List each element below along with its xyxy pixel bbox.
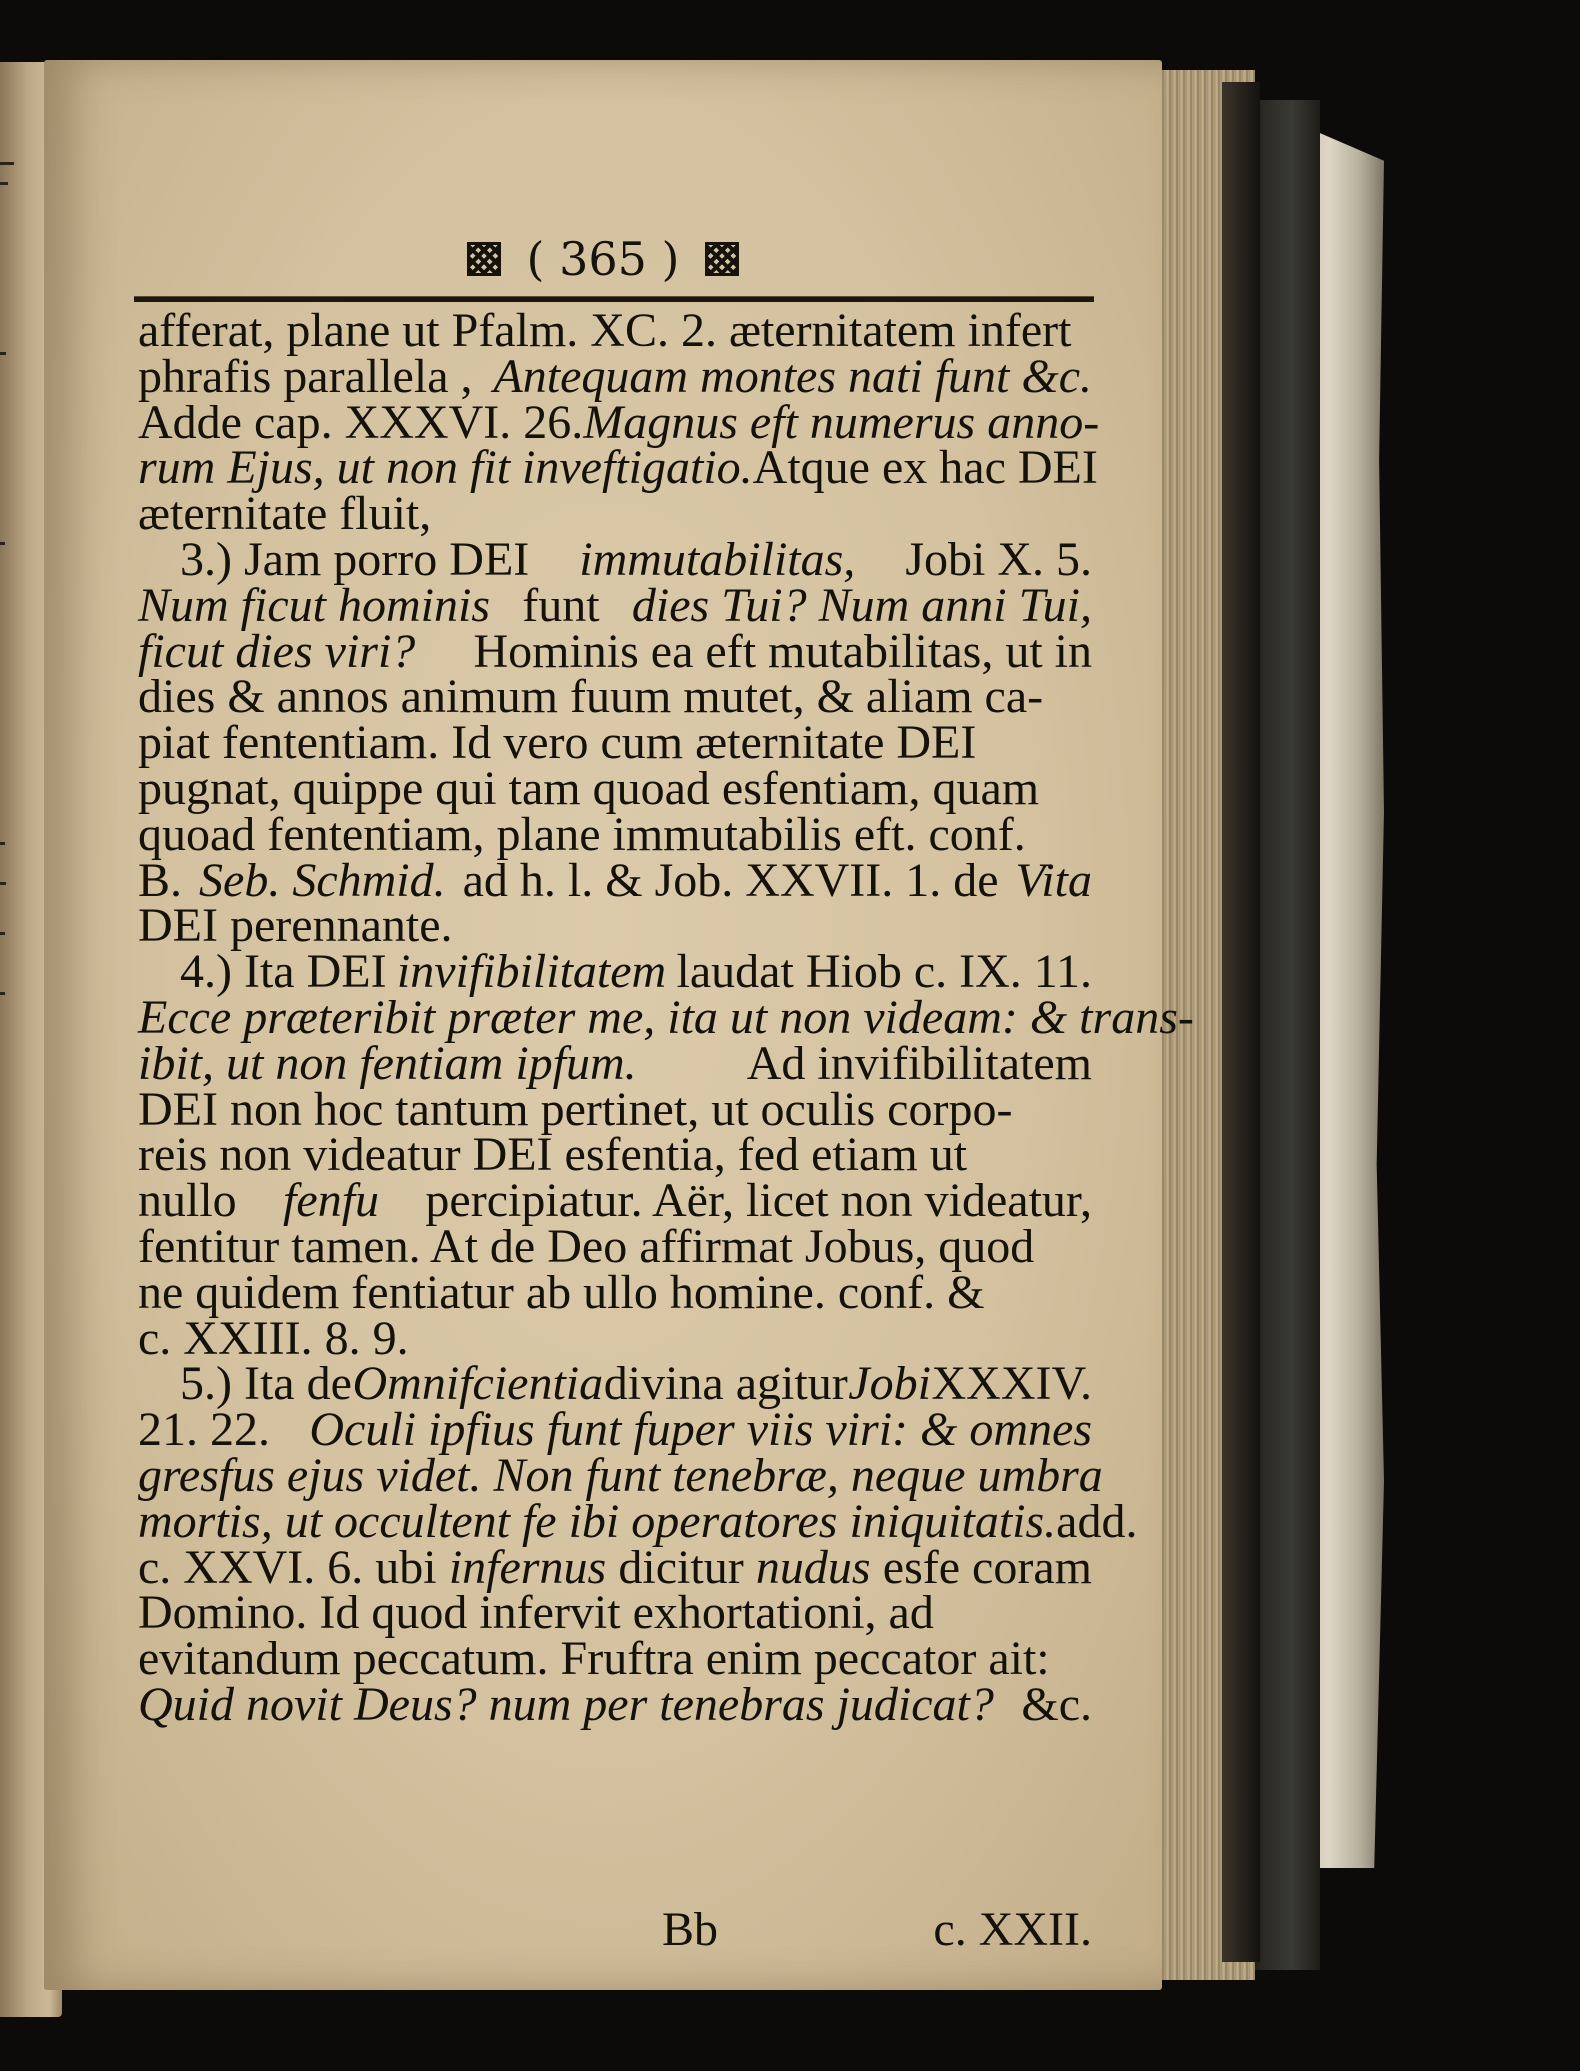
- catchword: c. XXII.: [933, 1903, 1092, 1956]
- italic-text: Magnus eft numerus anno-: [583, 395, 1100, 449]
- text-line: [138, 670, 1092, 724]
- text-line: [138, 349, 1092, 403]
- italic-text: immutabilitas,: [579, 532, 856, 586]
- roman-text: 3.) Jam porro DEI: [180, 532, 530, 586]
- roman-text: laudat Hiob c. IX. 11.: [676, 945, 1092, 999]
- text-line: [138, 990, 1194, 1044]
- italic-text: Ecce præteribit præter me, ita ut non videam: & trans-: [138, 990, 1194, 1044]
- roman-text: add.: [1056, 1494, 1138, 1548]
- ornament-left-icon: [467, 242, 501, 276]
- text-line: [138, 1219, 1092, 1273]
- roman-text: dicitur: [618, 1540, 744, 1594]
- roman-text: quoad fententiam, plane immutabilis eft. conf.: [138, 807, 1026, 861]
- text-line: [138, 578, 1092, 632]
- book-cover-edge: [1250, 100, 1320, 1970]
- roman-text: percipiatur. Aër, licet non videatur,: [425, 1174, 1092, 1228]
- italic-text: ficut dies viri?: [138, 624, 416, 678]
- roman-text: nullo: [138, 1174, 237, 1228]
- running-header: [44, 232, 1162, 292]
- roman-text: evitandum peccatum. Fruftra enim peccator ait:: [138, 1632, 1050, 1686]
- page-block-shadow: [1222, 82, 1260, 1962]
- text-line: [138, 1403, 1092, 1457]
- italic-text: Seb. Schmid.: [199, 853, 446, 907]
- book-page: [44, 60, 1194, 1990]
- italic-text: Omnifcientia: [352, 1357, 604, 1411]
- roman-text: dies & annos animum fuum mutet, & aliam ca-: [138, 670, 1044, 724]
- roman-text: B.: [138, 853, 183, 907]
- text-line: [138, 1265, 1092, 1319]
- roman-text: phrafis parallela ,: [138, 349, 473, 403]
- page-number: ( 365 ): [526, 232, 680, 286]
- text-line: [138, 1082, 1092, 1136]
- italic-text: dies Tui? Num anni Tui,: [631, 578, 1092, 632]
- roman-text: pugnat, quippe qui tam quoad esfentiam, quam: [138, 761, 1040, 815]
- roman-text: reis non videatur DEI esfentia, fed etiam ut: [138, 1128, 968, 1182]
- roman-text: &c.: [1021, 1677, 1092, 1731]
- text-line: [138, 395, 1100, 449]
- text-line: [138, 304, 1092, 357]
- italic-text: invifibilitatem: [396, 945, 667, 999]
- roman-text: afferat, plane ut Pfalm. XC. 2. æternitatem infert: [138, 304, 1072, 357]
- roman-text: Domino. Id quod infervit exhortationi, ad: [138, 1586, 934, 1640]
- italic-text: Antequam montes nati funt &c.: [493, 349, 1092, 403]
- text-line: [138, 899, 1092, 953]
- roman-text: c. XXVI. 6. ubi: [138, 1540, 437, 1594]
- italic-text: rum Ejus, ut non fit inveftigatio.: [138, 441, 753, 495]
- text-line: [138, 945, 1092, 999]
- text-line: [138, 532, 1092, 586]
- text-line: [138, 487, 1092, 541]
- text-line: [138, 807, 1092, 861]
- italic-text: infernus: [448, 1540, 607, 1594]
- roman-text: piat fententiam. Id vero cum æternitate DEI: [138, 716, 977, 770]
- text-line: [138, 1632, 1092, 1686]
- italic-text: Jobi: [848, 1357, 931, 1411]
- roman-text: æternitate fluit,: [138, 487, 432, 541]
- italic-text: ibit, ut non fentiam ipfum.: [138, 1036, 637, 1090]
- roman-text: fentitur tamen. At de Deo affirmat Jobus, quod: [138, 1219, 1035, 1273]
- roman-text: c. XXIII. 8. 9.: [138, 1311, 409, 1365]
- roman-text: 21. 22.: [138, 1403, 270, 1457]
- italic-text: Vita: [1015, 853, 1092, 907]
- roman-text: funt: [522, 578, 600, 632]
- text-line: [138, 1448, 1103, 1502]
- roman-text: Hominis ea eft mutabilitas, ut in: [473, 624, 1092, 678]
- text-line: [138, 441, 1098, 495]
- text-line: [138, 761, 1092, 815]
- roman-text: Ad invifibilitatem: [746, 1036, 1092, 1090]
- roman-text: DEI perennante.: [138, 899, 453, 953]
- text-line: [138, 624, 1092, 678]
- header-rule: [134, 296, 1094, 302]
- text-line: [138, 1677, 1092, 1731]
- roman-text: DEI non hoc tantum pertinet, ut oculis corpo-: [138, 1082, 1013, 1136]
- italic-text: Quid novit Deus? num per tenebras judicat?: [138, 1677, 994, 1731]
- roman-text: ne quidem fentiatur ab ullo homine. conf. &: [138, 1265, 985, 1319]
- roman-text: XXXIV.: [931, 1357, 1092, 1411]
- roman-text: Jobi X. 5.: [905, 532, 1092, 586]
- text-line: [138, 1174, 1092, 1228]
- italic-text: Oculi ipfius funt fuper viis viri: & omnes: [309, 1403, 1092, 1457]
- roman-text: divina agitur: [603, 1357, 848, 1411]
- italic-text: gresfus ejus videt. Non funt tenebræ, neque umbra: [138, 1448, 1103, 1502]
- italic-text: mortis, ut occultent fe ibi operatores iniquitatis.: [138, 1494, 1057, 1548]
- text-line: [138, 1311, 1092, 1365]
- text-line: [138, 716, 1092, 770]
- text-line: [138, 1586, 1092, 1640]
- roman-text: Adde cap. XXXVI. 26.: [138, 395, 584, 449]
- italic-text: Num ficut hominis: [138, 578, 491, 632]
- text-line: [138, 853, 1092, 907]
- ornament-right-icon: [705, 242, 739, 276]
- page-footer: [138, 1902, 1092, 1956]
- text-line: [138, 1357, 1092, 1411]
- roman-text: esfe coram: [882, 1540, 1092, 1594]
- roman-text: Atque ex hac DEI: [752, 441, 1098, 495]
- text-line: [138, 1494, 1138, 1548]
- roman-text: 5.) Ita de: [180, 1357, 352, 1411]
- text-line: [138, 1128, 1092, 1182]
- roman-text: ad h. l. & Job. XXVII. 1. de: [462, 853, 999, 907]
- text-line: [138, 1540, 1092, 1594]
- roman-text: 4.) Ita DEI: [180, 945, 387, 999]
- italic-text: nudus: [755, 1540, 871, 1594]
- text-line: [138, 1036, 1092, 1090]
- italic-text: fenfu: [283, 1174, 380, 1228]
- body-text: [138, 304, 1194, 1731]
- signature-mark: Bb: [662, 1903, 719, 1956]
